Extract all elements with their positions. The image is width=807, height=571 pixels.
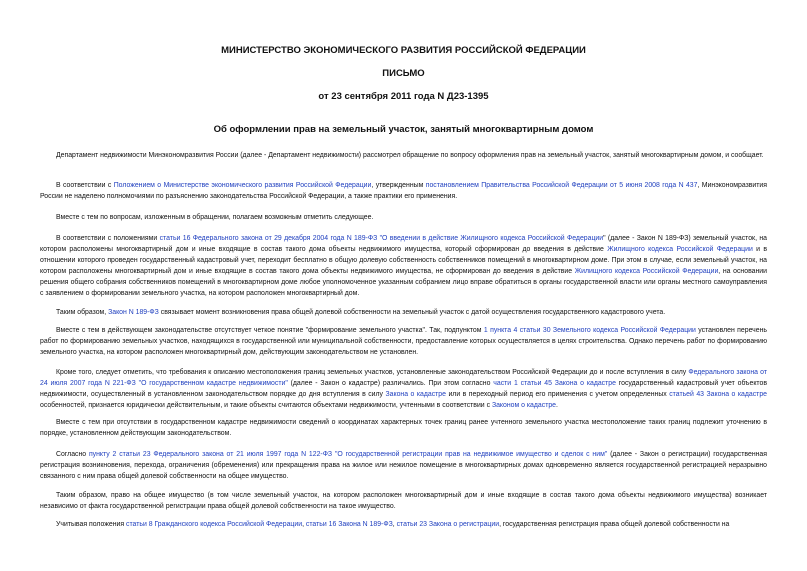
ministry-heading: МИНИСТЕРСТВО ЭКОНОМИЧЕСКОГО РАЗВИТИЯ РОССИЙСКОЙ ФЕДЕРАЦИИ — [221, 45, 586, 56]
document-link[interactable]: пункту 2 статьи 23 Федерального закона от 21 июля 1997 года N 122-ФЗ "О государственной регистрации прав на недвижимое имущество и сделок с ним" — [88, 451, 608, 458]
paragraph-4 — [40, 234, 767, 299]
paragraph-text: Таким образом, — [56, 309, 109, 316]
paragraph-9 — [40, 450, 767, 483]
paragraph-2 — [40, 181, 767, 203]
paragraph-7 — [40, 368, 767, 412]
document-date-number: от 23 сентября 2011 года N Д23-1395 — [318, 91, 489, 102]
document-link[interactable]: статьи 23 Закона о регистрации — [396, 521, 500, 528]
document-link[interactable]: Закон N 189-ФЗ — [108, 309, 159, 316]
paragraph-text: связывает момент возникновения права общей долевой собственности на земельный участок с датой осуществления государственного кадастрового учета. — [158, 309, 666, 316]
paragraph-text: особенностей, признается юридически действительным, и такие объекты считаются объектами недвижимости, учтенными в соответствии с — [40, 401, 492, 409]
paragraph-text: , на основании решения общего собрания собственников помещений в многоквартирном доме любое уполномоченное указанным собранием лицо вправе обратиться в органы государственной власти или органы местного самоуправления с заявлением о формировании земельного участка, на котором расположен многоквартирный дом. — [40, 267, 767, 297]
document-title: Об оформлении прав на земельный участок, занятый многоквартирным домом — [213, 124, 594, 135]
paragraph-text: , — [392, 521, 397, 528]
document-link[interactable]: постановлением Правительства Российской Федерации от 5 июня 2008 года N 437 — [425, 182, 698, 189]
document-link[interactable]: статьи 16 Федерального закона от 29 декабря 2004 года N 189-ФЗ "О введении в действие Жилищного кодекса Российской Федерации — [159, 235, 604, 242]
paragraph-5 — [40, 308, 767, 319]
paragraph-text: " (далее - Закон N 189-ФЗ) земельный участок, на котором расположены многоквартирный дом и иные входящие в состав такого дома объекты недвижимого имущества, который сформирован до введения в действие — [40, 235, 767, 253]
document-link[interactable]: Федерального закона от 24 июля 2007 года N 221-ФЗ "О государственном кадастре недвижимости" — [40, 369, 767, 387]
paragraph-text: Учитывая положения — [56, 521, 126, 528]
paragraph-text: или в переходный период его применения с учетом определенных — [445, 390, 670, 398]
paragraph-text: . — [556, 401, 558, 409]
paragraph-text: Кроме того, следует отметить, что требования к описанию местоположения границ земельных участков, установленные законодательством Российской Федерации до и после вступления в силу — [56, 369, 689, 376]
paragraph-text: , утвержденным — [371, 182, 426, 189]
document-link[interactable]: части 1 статьи 45 Закона о кадастре — [493, 379, 616, 387]
paragraph-8: Вместе с тем при отсутствии в государственном кадастре недвижимости сведений о координатах характерных точек границ ранее учтенного земельного участка местоположение таких границ подлежит уточнению в порядке, установленном действующим законодательством. — [40, 419, 767, 437]
paragraph-text: и в отношении которого проведен государственный кадастровый учет, переходит бесплатно в общую долевую собственность собственников помещений в многоквартирном доме. При этом в случае, если земельный участок, на котором расположены многоквартирный дом и иные входящие в состав такого дома объекты недвижимого имущества, не сформирован до введения в действие — [40, 245, 767, 275]
document-link[interactable]: Жилищного кодекса Российской Федерации — [574, 267, 719, 275]
paragraph-1: Департамент недвижимости Минэкономразвития России (далее - Департамент недвижимости) рассмотрел обращение по вопросу оформления прав на земельный участок, занятый многоквартирным домом, и сообщает. — [56, 152, 764, 159]
paragraph-text: установлен перечень работ по формированию земельных участков, находящихся в государственной или муниципальной собственности, предоставление которых осуществляется в целях строительства. Однако перечень работ по формированию земельного участка, на котором расположен многоквартирный дом, действующим законодательством не установлен. — [40, 327, 768, 356]
paragraph-3: Вместе с тем по вопросам, изложенным в обращении, полагаем возможным отметить следующее. — [56, 214, 374, 221]
paragraph-text: (далее - Закон о регистрации) государственная регистрация возникновения, перехода, ограничения (обременения) или прекращения права на жилое или нежилое помещение в многоквартирных домах одновременно является государственной регистрацией неразрывно связанного с ним права общей долевой собственности на общее имущество. — [40, 451, 767, 480]
paragraph-text: , — [302, 521, 306, 528]
paragraph-6 — [40, 326, 767, 359]
document-link[interactable]: Положением о Министерстве экономического развития Российской Федерации — [113, 182, 372, 189]
paragraph-text: , государственная регистрация права общей долевой собственности на — [499, 521, 730, 528]
document-link[interactable]: статьей 43 Закона о кадастре — [669, 390, 767, 398]
document-link[interactable]: Законом о кадастре — [491, 401, 557, 409]
paragraph-text: государственный кадастровый учет объектов недвижимости, осуществленный в установленном законодательством порядке до дня вступления в силу — [40, 379, 767, 398]
paragraph-11 — [40, 520, 767, 531]
paragraph-text: Вместе с тем в действующем законодательстве отсутствует четкое понятие "формирование земельного участка". Так, подпунктом — [56, 327, 484, 334]
document-link[interactable]: Жилищного кодекса Российской Федерации — [607, 245, 753, 253]
paragraph-text: Согласно — [56, 451, 89, 458]
document-type: ПИСЬМО — [382, 68, 425, 79]
paragraph-text: (далее - Закон о кадастре) различались. При этом согласно — [287, 379, 494, 387]
paragraph-text: В соответствии с положениями — [56, 235, 160, 242]
paragraph-text: В соответствии с — [56, 182, 114, 189]
document-link[interactable]: 1 пункта 4 статьи 30 Земельного кодекса Российской Федерации — [483, 327, 696, 334]
paragraph-text: , Минэкономразвития России не наделено полномочиями по разъяснению законодательства Российской Федерации, а также практики его применения. — [40, 182, 768, 200]
paragraph-10: Таким образом, право на общее имущество (в том числе земельный участок, на котором расположен многоквартирный дом и иные входящие в состав такого дома объекты недвижимого имущества) возникает независимо от факта государственной регистрации права общей долевой собственности на такое имущество. — [40, 492, 767, 510]
document-link[interactable]: Закона о кадастре — [385, 390, 446, 398]
document-link[interactable]: статьи 8 Гражданского кодекса Российской Федерации — [126, 521, 303, 528]
document-link[interactable]: статьи 16 Закона N 189-ФЗ — [305, 521, 393, 528]
